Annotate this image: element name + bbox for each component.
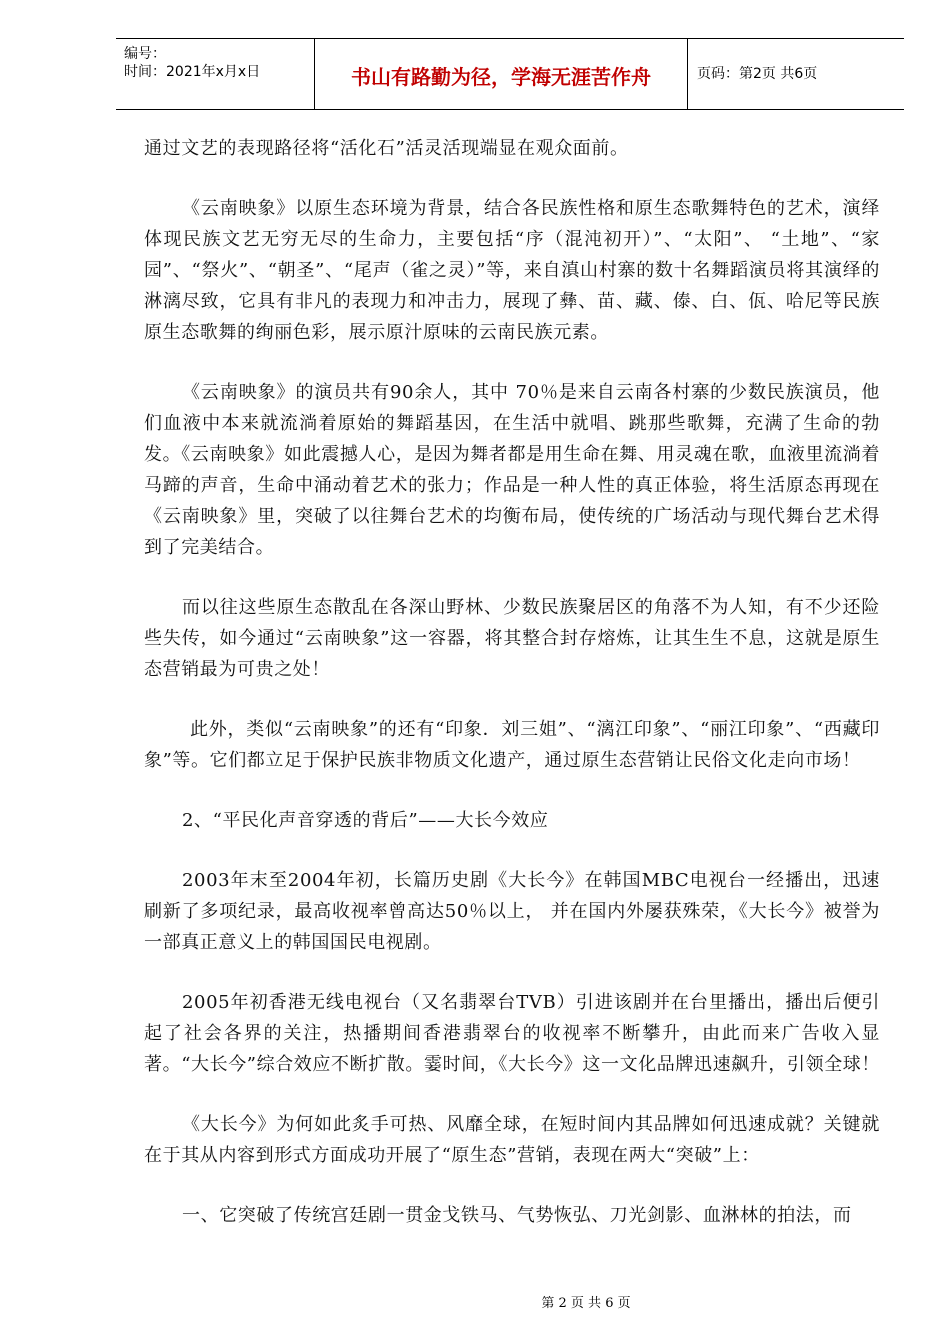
- header-page-cell: [688, 39, 904, 109]
- page-footer: [0, 1292, 950, 1311]
- paragraph: 《云南映象》以原生态环境为背景，结合各民族性格和原生态歌舞特色的艺术，演绎体现民族文艺无穷无尽的生命力，主要包括“序（混沌初开）”、“太阳”、 “土地”、“家园”、“祭火”、“朝圣”、“尾声（雀之灵）”等，来自滇山村寨的数十名舞蹈演员将其演绎的淋漓尽致，它具有非凡的表现力和冲击力，展现了彝、苗、藏、傣、白、佤、哈尼等民族原生态歌舞的绚丽色彩，展示原汁原味的云南民族元素。: [144, 198, 880, 343]
- header-meta-cell: [116, 39, 315, 109]
- paragraph: 2003年末至2004年初，长篇历史剧《大长今》在韩国MBC电视台一经播出，迅速刷新了多项纪录，最高收视率曾高达50％以上， 并在国内外屡获殊荣，《大长今》被誉为一部真正意义上的韩国国民电视剧。: [144, 870, 880, 953]
- header-motto-cell: [315, 39, 688, 109]
- paragraph: 《大长今》为何如此炙手可热、风靡全球，在短时间内其品牌如何迅速成就？关键就在于其从内容到形式方面成功开展了“原生态”营销，表现在两大“突破”上：: [144, 1114, 880, 1166]
- page-header: [116, 38, 904, 110]
- footer-page-number: 第 2 页 共 6 页: [541, 1296, 631, 1311]
- paragraph: 通过文艺的表现路径将“活化石”活灵活现端显在观众面前。: [144, 138, 629, 159]
- header-page-label: 页码：第2页 共6页: [697, 66, 818, 82]
- paragraph: 此外，类似“云南映象”的还有“印象．刘三姐”、“漓江印象”、“丽江印象”、“西藏印象”等。它们都立足于保护民族非物质文化遗产，通过原生态营销让民俗文化走向市场！: [144, 719, 880, 771]
- number-label: 编号：: [124, 46, 166, 62]
- paragraph: 而以往这些原生态散乱在各深山野林、少数民族聚居区的角落不为人知，有不少还险些失传，如今通过“云南映象”这一容器，将其整合封存熔炼，让其生生不息，这就是原生态营销最为可贵之处！: [144, 597, 880, 680]
- time-label: 时间：2021年x月x日: [124, 64, 261, 80]
- section-heading: 2、“平民化声音穿透的背后”——大长今效应: [182, 810, 549, 831]
- header-motto: 书山有路勤为径，学海无涯苦作舟: [351, 65, 651, 89]
- document-body: [144, 133, 880, 1260]
- paragraph: 《云南映象》的演员共有90余人，其中 70％是来自云南各村寨的少数民族演员，他们血液中本来就流淌着原始的舞蹈基因，在生活中就唱、跳那些歌舞，充满了生命的勃发。《云南映象》如此震撼人心，是因为舞者都是用生命在舞、用灵魂在歌，血液里流淌着马蹄的声音，生命中涌动着艺术的张力；作品是一种人性的真正体验，将生活原态再现在《云南映象》里，突破了以往舞台艺术的均衡布局，使传统的广场活动与现代舞台艺术得到了完美结合。: [144, 382, 880, 558]
- paragraph: 2005年初香港无线电视台（又名翡翠台TVB）引进该剧并在台里播出，播出后便引起了社会各界的关注，热播期间香港翡翠台的收视率不断攀升，由此而来广告收入显著。“大长今”综合效应不断扩散。霎时间，《大长今》这一文化品牌迅速飙升，引领全球！: [144, 992, 880, 1075]
- paragraph: 一、它突破了传统宫廷剧一贯金戈铁马、气势恢弘、刀光剑影、血淋林的拍法，而: [182, 1205, 852, 1226]
